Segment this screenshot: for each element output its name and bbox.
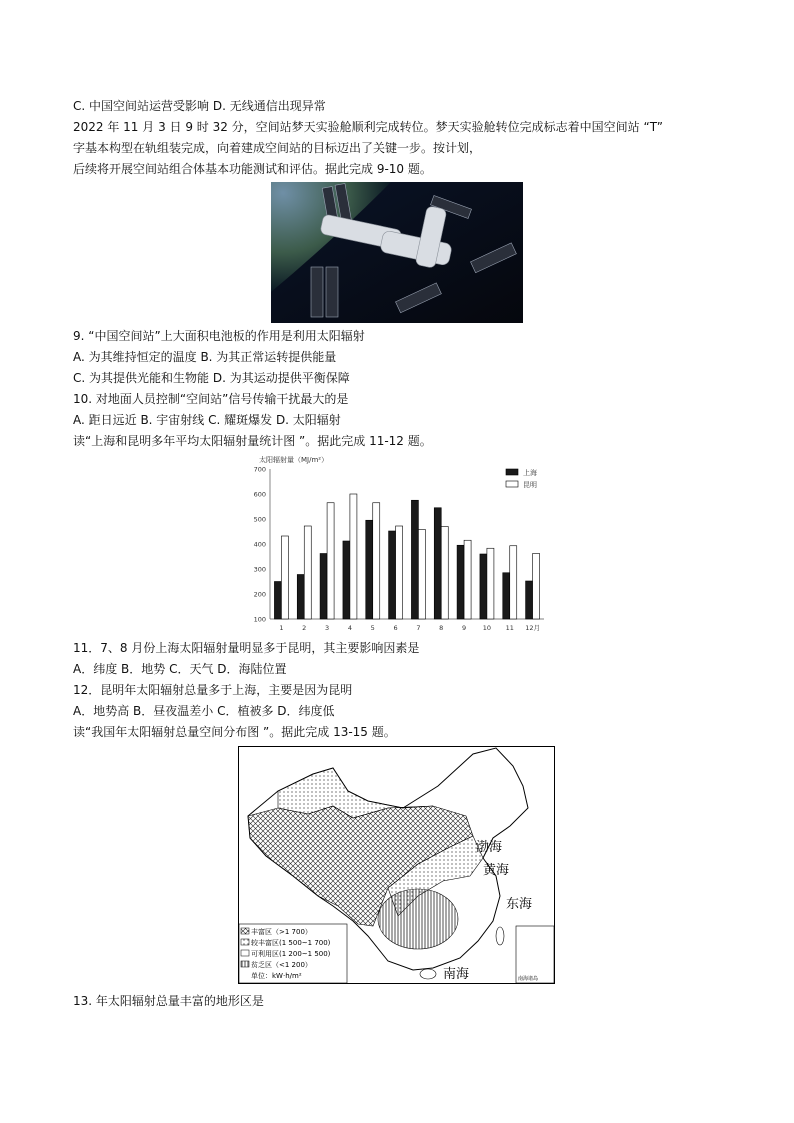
question-12-options: A．地势高 B．昼夜温差小 C．植被多 D．纬度低	[73, 704, 335, 718]
legend-swatch-kunming	[506, 481, 518, 487]
bar-shanghai	[366, 520, 373, 619]
bar-shanghai	[526, 581, 533, 619]
sea-label-bohai: 渤海	[476, 840, 503, 855]
chart-title: 太阳辐射量（MJ/m²）	[259, 456, 329, 464]
legend-swatch-shanghai	[506, 469, 518, 475]
bar-shanghai	[320, 554, 327, 620]
x-tick-label: 9	[462, 624, 467, 632]
question-10-options: A. 距日远近 B. 宇宙射线 C. 耀斑爆发 D. 太阳辐射	[73, 413, 341, 427]
passage-line-3: 后续将开展空间站组合体基本功能测试和评估。据此完成 9-10 题。	[73, 162, 432, 176]
chart-legend	[506, 468, 537, 489]
x-tick-label: 5	[370, 624, 375, 632]
sea-label-nanhai: 南海	[443, 967, 470, 982]
legend-usable: 可利用区(1 200~1 500)	[251, 950, 331, 958]
legend-fairly-rich: 较丰富区(1 500~1 700)	[251, 939, 331, 947]
question-13: 13. 年太阳辐射总量丰富的地形区是	[73, 994, 264, 1008]
question-10: 10. 对地面人员控制“空间站”信号传输干扰最大的是	[73, 392, 349, 406]
x-tick-label: 12月	[525, 624, 540, 632]
y-tick-label: 600	[253, 490, 266, 499]
y-tick-label: 700	[253, 465, 266, 474]
passage-line-1: 2022 年 11 月 3 日 9 时 32 分，空间站梦天实验舱顺利完成转位。梦天实验舱转位完成标志着中国空间站 “T”	[73, 120, 663, 134]
bar-kunming	[418, 530, 425, 620]
read-map-instruction: 读“我国年太阳辐射总量空间分布图 ”。据此完成 13-15 题。	[73, 725, 396, 739]
bar-kunming	[487, 548, 494, 619]
question-12: 12．昆明年太阳辐射总量多于上海，主要是因为昆明	[73, 683, 353, 697]
option-line-c-d: C. 中国空间站运营受影响 D. 无线通信出现异常	[73, 99, 326, 113]
bar-shanghai	[480, 554, 487, 619]
y-tick-label: 200	[253, 590, 266, 599]
bar-kunming	[533, 554, 540, 620]
bar-shanghai	[343, 541, 350, 619]
question-11-options: A．纬度 B．地势 C．天气 D．海陆位置	[73, 662, 287, 676]
south-sea-inset	[516, 926, 554, 983]
x-tick-label: 4	[347, 624, 352, 632]
bar-shanghai	[274, 582, 281, 620]
sea-label-donghai: 东海	[506, 897, 533, 912]
bar-kunming	[304, 526, 311, 619]
legend-label-shanghai: 上海	[523, 469, 537, 477]
legend-label-kunming: 昆明	[523, 481, 537, 489]
bar-shanghai	[457, 545, 464, 619]
legend-rich: 丰富区（>1 700）	[251, 928, 312, 936]
passage-line-2: 字基本构型在轨组装完成，向着建成空间站的目标迈出了关键一步。按计划，	[73, 141, 482, 155]
question-9-options-cd: C. 为其提供光能和生物能 D. 为其运动提供平衡保障	[73, 371, 350, 385]
question-11: 11．7、8 月份上海太阳辐射量明显多于昆明，其主要影响因素是	[73, 641, 420, 655]
bar-shanghai	[503, 573, 510, 619]
bar-kunming	[373, 503, 380, 619]
poor-region	[378, 889, 458, 949]
bar-kunming	[441, 527, 448, 620]
x-tick-label: 3	[325, 624, 330, 632]
x-tick-label: 6	[393, 624, 398, 632]
space-station-image	[271, 182, 523, 323]
question-9: 9. “中国空间站”上大面积电池板的作用是利用太阳辐射	[73, 329, 365, 343]
y-tick-label: 400	[253, 540, 266, 549]
bar-kunming	[396, 526, 403, 619]
bar-shanghai	[297, 575, 304, 620]
bar-kunming	[350, 494, 357, 619]
bar-kunming	[464, 540, 471, 619]
question-9-options-ab: A. 为其维持恒定的温度 B. 为其正常运转提供能量	[73, 350, 337, 364]
x-tick-label: 10	[482, 624, 492, 632]
bar-kunming	[327, 503, 334, 619]
y-tick-label: 500	[253, 515, 266, 524]
sea-label-huanghai: 黄海	[483, 863, 510, 878]
inset-label: 南海诸岛	[518, 976, 539, 982]
bar-kunming	[281, 536, 288, 619]
x-tick-label: 1	[279, 624, 284, 632]
bar-kunming	[510, 546, 517, 619]
y-tick-label: 100	[253, 615, 266, 624]
y-tick-label: 300	[253, 565, 266, 574]
radiation-bar-chart	[232, 452, 552, 637]
x-tick-label: 2	[302, 624, 307, 632]
legend-unit: 单位：kW·h/m²	[251, 972, 302, 980]
x-tick-label: 7	[416, 624, 421, 632]
bar-shanghai	[434, 508, 441, 619]
bar-shanghai	[411, 500, 418, 619]
bar-shanghai	[389, 531, 396, 619]
x-tick-label: 11	[505, 624, 514, 632]
legend-poor: 贫乏区（<1 200）	[251, 961, 312, 969]
x-tick-label: 8	[439, 624, 444, 632]
china-radiation-map	[238, 746, 555, 984]
read-chart-instruction: 读“上海和昆明多年平均太阳辐射量统计图 ”。据此完成 11-12 题。	[73, 434, 432, 448]
